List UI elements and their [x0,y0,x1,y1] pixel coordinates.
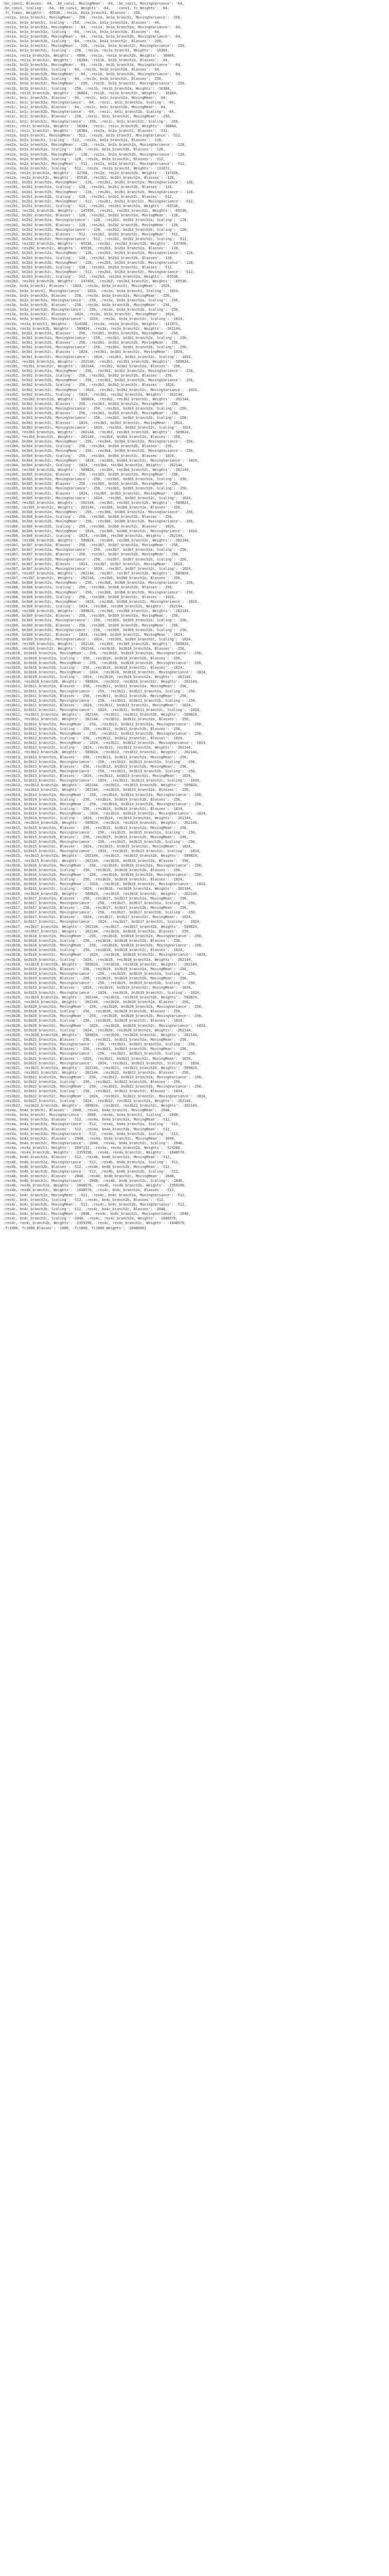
log-line: :res1b, bn1b_branch2a, Scaling': -64, :res1b, bn1b_branch2b, Blasses': -64, [3,67,161,72]
log-line: :res4c, bn4c_branch2b, Scaling': -512, :res4c, bn4c_branch2c, Blasses': -2048, [3,1207,168,1211]
log-line: :res3b6, bn3b6_branch2a, Scaling': -256, :res3b6, bn3b6_branch2b, Blasses': -256, [3,515,174,519]
log-line: :res3b15, res3b15_branch2c, Weights': -262144, :res3b16, bn3b16_branch2a, Blasses': -256, [3,858,191,863]
log-line: :res2b1, bn2b1_branch2b, Scaling': -128, :res2b1, bn2b1_branch2c, Blasses': -512, [3,194,174,199]
log-line: :res3b21, res3b21_branch2a, Weights': -262144, :res3b21, res3b21_branch2b, Weights': -589824, [3,1065,199,1070]
log-line: :res3b10, bn3b10_branch2c, MovingMean': -1024, :res3b10, bn3b10_branch2c, MovingVariance': -1024, [3,670,207,674]
log-line: :res3b8, bn3b8_branch2b, Scaling': -256, :res3b8, bn3b8_branch2c, Blasses': -1024, [3,595,176,599]
log-line: :res3b11, bn3b11_branch2b, Blasses': -256, :res3b11, bn3b11_branch2b, MovingMean': -256, [3,693,189,698]
log-line: :res3b4, bn3b4_branch2b, MovingMean': -256, :res3b4, bn3b4_branch2b, MovingVariance': -256, [3,449,195,453]
log-line: :res1a, res1a_branch2a, Weights': -4096, :res1a, res1a_branch2b, Weights': -36864, [3,53,176,58]
log-line: :res3b19, bn3b19_branch2b, MovingVariance': -256, :res3b19, bn3b19_branch2b, Scaling': -256, [3,981,197,986]
log-line: :res3b19, res3b19_branch2a, Weights': -262144, :res3b19, res3b19_branch2b, Weights': -589824, [3,995,199,999]
log-line: :res3b7, bn3b7_branch2b, Blasses': -256, :res3b7, bn3b7_branch2b, MovingMean': -256, [3,552,180,557]
log-line: :res3b7, bn3b7_branch2a, MovingVariance': -256, :res3b7, bn3b7_branch2a, Scaling': -256, [3,548,189,552]
log-line: :res4c, bn4c_branch2b, MovingMean': -512, :res4c, bn4c_branch2b, MovingVariance': -512, [3,1202,187,1207]
log-line: :res3a, res3a_branch2b, Weights': -589824, :res3a, res3a_branch2c, Weights': -262144, [3,326,182,331]
log-line: :res3b19, bn3b19_branch2a, Blasses': -256, :res3b19, bn3b19_branch2a, MovingMean': -256, [3,967,189,971]
log-line: :res3b13, bn3b13_branch2b, Blasses': -256, :res3b13, bn3b13_branch2b, MovingMean': -256, [3,764,189,769]
log-line: :res3b17, bn3b17_branch2b, Blasses': -256, :res3b17, bn3b17_branch2b, MovingMean': -256, [3,906,189,910]
log-line: :res2a, res2a_branch2a, Weights': -32768, :res2a, res2a_branch2b, Weights': -147456, [3,171,180,176]
log-line: :res3b12, bn3b12_branch2b, Scaling': -256, :res3b12, bn3b12_branch2c, Blasses': -1024, [3,736,184,740]
log-line: :res3b14, bn3b14_branch2b, Scaling': -256, :res3b14, bn3b14_branch2c, Blasses': -1024, [3,807,184,811]
log-line: :res3b16, bn3b16_branch2a, MovingMean': -256, :res3b16, bn3b16_branch2a, MovingVariance': -256, [3,863,203,868]
log-line: :res1c, res1c_branch2c, Weights': -16384, :res2a, bn2a_branch1, Blasses': -512, [3,128,170,133]
log-line: :res3b3, bn3b3_branch2a, MovingVariance': -256, :res3b3, bn3b3_branch2a, Scaling': -256, [3,406,189,411]
log-line: :res3b12, bn3b12_branch2b, MovingMean': -256, :res3b12, bn3b12_branch2b, MovingVariance': -256, [3,731,203,736]
log-line: :res2a, bn2a_branch1, Scaling': -512, :res2a, bn2a_branch2a, Blasses': -128, [3,138,163,143]
log-line: :res3b5, bn3b5_branch2a, Blasses': -256, :res3b5, bn3b5_branch2a, MovingMean': -256, [3,472,180,477]
log-line: :res1a, bn1a_branch1, MovingMean': -256, :res1a, bn1a_branch1, MovingVariance': -256, [3,15,182,20]
log-line: :res3b11, bn3b11_branch2c, Blasses': -1024, :res3b11, bn3b11_branch2c, MovingMean': -1024, [3,703,193,707]
log-line: :res3a, res3a_branch1, Weights': -524288, :res3a, res3a_branch2a, Weights': -131072, [3,321,180,326]
log-line: :res4a, bn4a_branch2b, Blasses': -512, :res4a, bn4a_branch2b, MovingMean': -512, [3,1127,172,1131]
log-line: :res3b9, bn3b9_branch2c, Blasses': -1024, :res3b9, bn3b9_branch2c, MovingMean': -1024, [3,632,184,637]
log-line: :res3b6, bn3b6_branch2c, Scaling': -1024, :res3b6, res3b6_branch2a, Weights': -262144, [3,533,184,538]
log-line: :res3b3, bn3b3_branch2c, Blasses': -1024, :res3b3, bn3b3_branch2c, MovingMean': -1024, [3,420,184,425]
log-line: :res3b14, bn3b14_branch2c, Scaling': -1024, :res3b14, res3b14_branch2a, Weights': -262144, [3,816,193,821]
log-line: :res3b18, bn3b18_branch2a, MovingMean': -256, :res3b18, bn3b18_branch2a, MovingVariance': -256, [3,934,203,938]
log-line: :res2b1, bn2b1_branch2c, Scaling': -512, :res2b1, res2b1_branch2a, Weights': -65536, [3,204,180,209]
log-line: :res4c, bn4c_branch2c, Scaling': -2048, :res4c, res4c_branch2a, Weights': -1048576, [3,1216,178,1221]
log-line: :res3b13, bn3b13_branch2c, MovingVariance': -1024, :res3b13, bn3b13_branch2c, Scaling': -1024, [3,778,201,783]
log-line: :res1b, bn1b_branch2b, Scaling': -64, :res1b, bn1b_branch2c, Blasses': -256, [3,77,163,81]
log-line: :res2b3, res2b3_branch2b, Weights': -147456, :res2b3, res2b3_branch2c, Weights': -65536, [3,279,189,284]
log-line: :res3b17, res3b17_branch2a, Weights': -262144, :res3b17, res3b17_branch2b, Weights': -589824, [3,924,199,929]
log-line: :res3a, bn3a_branch2c, Blasses': -1024, :res3a, bn3a_branch2c, MovingMean': -1024, [3,312,176,317]
log-line: :res3b17, bn3b17_branch2c, MovingVariance': -1024, :res3b17, bn3b17_branch2c, Scaling': -1024, [3,920,201,924]
log-line: :res2b2, bn2b2_branch2c, Blasses': -512, :res2b2, bn2b2_branch2c, MovingMean': -512, [3,232,180,236]
log-line: :res3b9, res3b9_branch2a, Weights': -262144, :res3b9, res3b9_branch2b, Weights': -589824, [3,642,191,647]
log-line: :res3b13, bn3b13_branch2b, MovingVariance': -256, :res3b13, bn3b13_branch2b, Scaling': -256, [3,769,197,773]
log-line: :res3b21, bn3b21_branch2a, Blasses': -256, :res3b21, bn3b21_branch2a, MovingMean': -256, [3,1037,189,1042]
log-line: :res3b10, bn3b10_branch2b, MovingMean': -256, :res3b10, bn3b10_branch2b, MovingVariance': -256, [3,660,203,665]
log-line: :res3b16, bn3b16_branch2b, Scaling': -256, :res3b16, bn3b16_branch2c, Blasses': -1024, [3,877,184,882]
log-line: :res3b1, bn3b1_branch2b, MovingVariance': -256, :res3b1, bn3b1_branch2b, Scaling': -256, [3,345,189,350]
log-line: :res3b11, bn3b11_branch2a, MovingVariance': -256, :res3b11, bn3b11_branch2a, Scaling': -256, [3,689,197,693]
log-line: :res3b21, bn3b21_branch2b, Blasses': -256, :res3b21, bn3b21_branch2b, MovingMean': -256, [3,1047,189,1052]
log-line: :res3b22, bn3b22_branch2a, Scaling': -256, :res3b22, bn3b22_branch2b, Blasses': -256, [3,1080,182,1084]
log-line: :res1c, res1c_branch2a, Weights': -16384, :res1c, res1c_branch2b, Weights': -36864, [3,124,178,128]
log-line: :res1b, bn1b_branch2c, Scaling': -256, :res1b, res1b_branch2a, Weights': -16384, [3,86,172,91]
log-line: :res4b, bn4b_branch2a, Blasses': -512, :res4b, bn4b_branch2a, MovingMean': -512, [3,1155,172,1160]
log-line: :res3b4, bn3b4_branch2a, MovingMean': -256, :res3b4, bn3b4_branch2a, MovingVariance': -256, [3,439,195,444]
log-line: :res2a, bn2a_branch2c, MovingMean': -512, :res2a, bn2a_branch2c, MovingVariance': -512, [3,161,187,166]
log-line: :res3b20, bn3b20_branch2a, MovingMean': -256, :res3b20, bn3b20_branch2a, MovingVariance': -256, [3,1004,203,1009]
log-line: :res3b5, bn3b5_branch2c, MovingVariance': -1024, :res3b5, bn3b5_branch2c, Scaling': -1024, [3,496,193,500]
log-line: :res3b7, res3b7_branch2c, Weights': -262144, :res3b8, bn3b8_branch2a, Blasses': -256, [3,576,182,581]
log-line: :res2b3, bn2b3_branch2c, Scaling': -512, :res2b3, res2b3_branch2a, Weights': -65536, [3,275,180,279]
log-line: :res1c, bn1c_branch2c, MovingVariance': -256, :res1c, bn1c_branch2c, Scaling': -256, [3,119,180,124]
log-line: :res2b3, bn2b3_branch2b, Scaling': -128, :res2b3, bn2b3_branch2c, Blasses': -512, [3,265,174,269]
log-line: :res2b3, bn2b3_branch2a, MovingMean': -128, :res2b3, bn2b3_branch2a, MovingVariance': -128, [3,251,195,256]
log-line: :res3b11, res3b11_branch2a, Weights': -262144, :res3b11, res3b11_branch2b, Weights': -589824, [3,713,199,717]
log-line: :res3b14, bn3b14_branch2c, MovingMean': -1024, :res3b14, bn3b14_branch2c, MovingVariance': -1024, [3,811,207,816]
log-line: :res3b16, bn3b16_branch2a, Scaling': -256, :res3b16, bn3b16_branch2b, Blasses': -256, [3,868,182,872]
log-line: :res3b21, bn3b21_branch2c, Blasses': -1024, :res3b21, bn3b21_branch2c, MovingMean': -1024, [3,1056,193,1061]
log-line: :res1b, bn1b_branch2a, MovingMean': -64, :res1b, bn1b_branch2a, MovingVariance': -64, [3,62,182,67]
log-line: :res3b7, bn3b7_branch2c, Blasses': -1024, :res3b7, bn3b7_branch2c, MovingMean': -1024, [3,562,184,566]
log-line: :res3b9, bn3b9_branch2c, MovingVariance': -1024, :res3b9, bn3b9_branch2c, Scaling': -1024, [3,637,193,641]
log-line: :res3b12, res3b12_branch2b, Weights': -589824, :res3b12, res3b12_branch2c, Weights': -262144, [3,750,199,755]
log-line: :res3b18, bn3b18_branch2b, Scaling': -256, :res3b18, bn3b18_branch2c, Blasses': -1024, [3,948,184,953]
log-line: :res1c, bn1c_branch2a, Blasses': -64, :res1c, bn1c_branch2a, MovingMean': -64, [3,95,168,100]
log-line: :res3b17, bn3b17_branch2b, MovingVariance': -256, :res3b17, bn3b17_branch2b, Scaling': -256, [3,910,197,915]
log-line: :res2b3, bn2b3_branch2c, MovingMean': -512, :res2b3, bn2b3_branch2c, MovingVariance': -512, [3,270,195,275]
log-line: :res1b, bn1b_branch2c, MovingMean': -256, :res1b, bn1b_branch2c, MovingVariance': -256, [3,81,187,86]
log-line: :res1a, bn1a_branch2a, MovingMean': -64, :res1a, bn1a_branch2a, MovingVariance': -64, [3,25,182,29]
log-line: :res1c, bn1c_branch2c, Blasses': -256, :res1c, bn1c_branch2c, MovingMean': -256, [3,114,172,119]
log-line: :res1a, bn1a_branch2c, MovingMean': -256, :res1a, bn1a_branch2c, MovingVariance': -256, [3,44,187,48]
log-line: :res3b18, res3b18_branch2b, Weights': -589824, :res3b18, res3b18_branch2c, Weights': -262144, [3,962,199,967]
log-line: :res2b2, bn2b2_branch2a, Blasses': -128, :res2b2, bn2b2_branch2a, MovingMean': -128, [3,213,180,218]
log-line: :res3b15, res3b15_branch2a, Weights': -262144, :res3b15, res3b15_branch2b, Weights': -589824, [3,854,199,858]
log-line: :res4b, bn4b_branch2b, Blasses': -512, :res4b, bn4b_branch2b, MovingMean': -512, [3,1164,172,1169]
log-line: :res3b5, res3b5_branch2a, Weights': -262144, :res3b5, res3b5_branch2b, Weights': -589824, [3,500,191,505]
log-line: :res1c, bn1c_branch2b, Blasses': -64, :res1c, bn1c_branch2b, MovingMean': -64, [3,105,168,110]
log-line: :res2a, bn2a_branch2a, Scaling': -128, :res2a, bn2a_branch2b, Blasses': -128, [3,147,166,152]
log-line: :res3b4, bn3b4_branch2b, Scaling': -256, :res3b4, bn3b4_branch2c, Blasses': -1024, [3,453,176,458]
log-line: :res3b20, bn3b20_branch2b, Scaling': -256, :res3b20, bn3b20_branch2c, Blasses': -1024, [3,1019,184,1023]
log-line: :res3b11, bn3b11_branch2b, MovingVariance': -256, :res3b11, bn3b11_branch2b, Scaling': -256, [3,698,197,703]
log-line: :res1a, res1a_branch2c, Weights': -16384, :res1b, bn1b_branch2a, Blasses': -64, [3,58,170,62]
log-line: :res3b12, bn3b12_branch2a, MovingMean': -256, :res3b12, bn3b12_branch2a, MovingVariance': -256, [3,722,203,726]
log-line: :fc1000, fc1000_Blasses': -1000, :fc1000, fc1000_Weights': -2048000} [3,1226,147,1230]
log-line: :res3b5, res3b5_branch2c, Weights': -262144, :res3b6, bn3b6_branch2a, Blasses': -256, [3,505,182,510]
log-line: :res3b6, res3b6_branch2b, Weights': -589824, :res3b6, res3b6_branch2c, Weights': -262144, [3,538,191,543]
log-line: :res3b1, bn3b1_branch2a, MovingVariance': -256, :res3b1, bn3b1_branch2a, Scaling': -256, [3,335,189,340]
log-line: :res2b2, res2b2_branch2c, Weights': -65536, :res2b3, bn2b3_branch2a, Blasses': -128, [3,246,180,251]
log-line: :res3b11, bn3b11_branch2a, Blasses': -256, :res3b11, bn3b11_branch2a, MovingMean': -256, [3,684,189,689]
log-line: :res3b15, bn3b15_branch2c, MovingVariance': -1024, :res3b15, bn3b15_branch2c, Scaling': -1024, [3,849,201,854]
log-line: :res3b15, bn3b15_branch2b, MovingVariance': -256, :res3b15, bn3b15_branch2b, Scaling': -256, [3,840,197,844]
log-line: :res3b18, bn3b18_branch2b, MovingMean': -256, :res3b18, bn3b18_branch2b, MovingVariance': -256, [3,943,203,948]
log-line: :res3b10, bn3b10_branch2c, Scaling': -1024, :res3b10, res3b10_branch2a, Weights': -262144, [3,675,193,680]
log-line: :res3b1, res3b1_branch2a, Weights': -262144, :res3b1, res3b1_branch2b, Weights': -589824, [3,359,191,364]
log-line: :res3b4, bn3b4_branch2a, Scaling': -256, :res3b4, bn3b4_branch2b, Blasses': -256, [3,444,174,449]
log-line: :res4b, res4b_branch2a, Weights': -1048576, :res4b, res4b_branch2b, Weights': -2359296, [3,1183,187,1188]
log-line: :res3b2, bn3b2_branch2a, Scaling': -256, :res3b2, bn3b2_branch2b, Blasses': -256, [3,374,174,378]
log-line: :res3b5, bn3b5_branch2b, Blasses': -256, :res3b5, bn3b5_branch2b, MovingMean': -256, [3,482,180,486]
log-line: :res3b19, bn3b19_branch2a, MovingVariance': -256, :res3b19, bn3b19_branch2a, Scaling': -256, [3,971,197,976]
log-line: :res2a, bn2a_branch2b, MovingMean': -128, :res2a, bn2a_branch2b, MovingVariance': -128, [3,152,187,157]
log-line: :res3b7, bn3b7_branch2c, MovingVariance': -1024, :res3b7, bn3b7_branch2c, Scaling': -1024, [3,566,193,571]
log-line: :res3b15, bn3b15_branch2c, Blasses': -1024, :res3b15, bn3b15_branch2c, MovingMean': -1024, [3,844,193,849]
log-line: :res3a, bn3a_branch1, MovingVariance': -1024, :res3a, bn3a_branch1, Scaling': -1024, [3,289,180,293]
log-line: :res3b20, bn3b20_branch2c, Scaling': -1024, :res3b20, res3b20_branch2a, Weights': -262144, [3,1028,193,1032]
log-line: :res2b1, bn2b1_branch2a, Scaling': -128, :res2b1, bn2b1_branch2b, Blasses': -128, [3,185,174,190]
log-line: :res1a, bn1a_branch2a, Scaling': -64, :res1a, bn1a_branch2b, Blasses': -64, [3,29,161,34]
log-line: :res2a, bn2a_branch1, MovingMean': -512, :res2a, bn2a_branch1, MovingVariance': -512, [3,133,182,138]
log-line: :res2b3, bn2b3_branch2a, Scaling': -128, :res2b3, bn2b3_branch2b, Blasses': -128, [3,256,174,260]
log-line: :res3b16, bn3b16_branch2b, MovingMean': -256, :res3b16, bn3b16_branch2b, MovingVariance': -256, [3,873,203,877]
log-line: :res3b14, bn3b14_branch2b, MovingMean': -256, :res3b14, bn3b14_branch2b, MovingVariance': -256, [3,802,203,806]
log-line: :res3b19, bn3b19_branch2b, Blasses': -256, :res3b19, bn3b19_branch2b, MovingMean': -256, [3,976,189,981]
log-line: :res3b21, res3b21_branch2c, Weights': -262144, :res3b22, bn3b22_branch2a, Blasses': -256, [3,1070,191,1075]
log-line: :res3b11, res3b11_branch2c, Weights': -262144, :res3b12, bn3b12_branch2a, Blasses': -256, [3,717,191,722]
log-line: :res2b2, bn2b2_branch2c, MovingVariance': -512, :res2b2, bn2b2_branch2c, Scaling': -512, [3,237,189,242]
log-line: :res3b20, bn3b20_branch2b, MovingMean': -256, :res3b20, bn3b20_branch2b, MovingVariance': -256, [3,1014,203,1019]
log-line: :res4a, bn4a_branch2b, MovingVariance': -512, :res4a, bn4a_branch2b, Scaling': -512, [3,1131,180,1136]
log-line: :res3b9, bn3b9_branch2a, MovingVariance': -256, :res3b9, bn3b9_branch2a, Scaling': -256, [3,618,189,623]
log-line: :res3b16, bn3b16_branch2c, MovingMean': -1024, :res3b16, bn3b16_branch2c, MovingVariance': -1024, [3,882,207,887]
log-line: :res3a, bn3a_branch2b, MovingVariance': -256, :res3a, bn3a_branch2b, Scaling': -256, [3,308,180,312]
log-line: :res3b1, bn3b1_branch2b, Blasses': -256, :res3b1, bn3b1_branch2b, MovingMean': -256, [3,341,180,345]
log-line: :res3b2, bn3b2_branch2b, MovingMean': -256, :res3b2, bn3b2_branch2b, MovingVariance': -256, [3,378,195,383]
log-line: :res3b3, res3b3_branch2a, Weights': -262144, :res3b3, res3b3_branch2b, Weights': -589824, [3,430,191,434]
log-line: :res2b2, bn2b2_branch2b, Blasses': -128, :res2b2, bn2b2_branch2b, MovingMean': -128, [3,223,180,227]
log-line: :res4a, bn4a_branch2c, Blasses': -2048, :res4a, bn4a_branch2c, MovingMean': -2048, [3,1136,176,1141]
log-line: :res3b8, bn3b8_branch2c, MovingMean': -1024, :res3b8, bn3b8_branch2c, MovingVariance': -1024, [3,599,199,604]
log-line: :res3b3, bn3b3_branch2b, MovingVariance': -256, :res3b3, bn3b3_branch2b, Scaling': -256, [3,416,189,420]
log-line: :res3b2, bn3b2_branch2b, Scaling': -256, :res3b2, bn3b2_branch2c, Blasses': -1024, [3,383,176,387]
log-line: :res2b2, bn2b2_branch2b, MovingVariance': -128, :res2b2, bn2b2_branch2b, Scaling': -128, [3,227,189,232]
log-line: :res3b6, bn3b6_branch2c, MovingMean': -1024, :res3b6, bn3b6_branch2c, MovingVariance': -1024, [3,529,199,533]
log-line: :res3b19, bn3b19_branch2c, MovingVariance': -1024, :res3b19, bn3b19_branch2c, Scaling': -1024, [3,990,201,995]
log-line: :res4b, res4b_branch2c, Weights': -1048576, :res4c, bn4c_branch2a, Blasses': -512, [3,1188,176,1193]
log-line: :res3b21, bn3b21_branch2b, MovingVariance': -256, :res3b21, bn3b21_branch2b, Scaling': -256, [3,1052,197,1056]
log-line: :res3b2, bn3b2_branch2c, MovingMean': -1024, :res3b2, bn3b2_branch2c, MovingVariance': -1024, [3,387,199,392]
log-line: :res2b1, bn2b1_branch2a, MovingMean': -128, :res2b1, bn2b1_branch2a, MovingVariance': -128, [3,180,195,185]
log-line: :res4a, res4a_branch2b, Weights': -2359296, :res4a, res4a_branch2c, Weights': -1048576, [3,1150,187,1155]
log-line: :res3b12, bn3b12_branch2c, Scaling': -1024, :res3b12, res3b12_branch2a, Weights': -262144, [3,745,193,750]
log-line: :res2a, bn2a_branch2a, MovingMean': -128, :res2a, bn2a_branch2a, MovingVariance': -128, [3,143,187,147]
log-line: :res3b15, bn3b15_branch2a, Blasses': -256, :res3b15, bn3b15_branch2a, MovingMean': -256, [3,825,189,830]
log-line: :res4b, bn4b_branch2c, MovingVariance': -2048, :res4b, bn4b_branch2c, Scaling': -2048, [3,1179,184,1183]
log-line: :res3b15, bn3b15_branch2a, MovingVariance': -256, :res3b15, bn3b15_branch2a, Scaling': -256, [3,830,197,835]
log-line: :res4b, bn4b_branch2b, MovingVariance': -512, :res4b, bn4b_branch2b, Scaling': -512, [3,1169,180,1174]
log-line: :res3b20, bn3b20_branch2a, Scaling': -256, :res3b20, bn3b20_branch2b, Blasses': -256, [3,1009,182,1014]
log-line: :res3b6, bn3b6_branch2b, Scaling': -256, :res3b6, bn3b6_branch2c, Blasses': -1024, [3,524,176,529]
log-line: :res4c, bn4c_branch2c, MovingMean': -2048, :res4c, bn4c_branch2c, MovingVariance': -2048, [3,1212,191,1216]
log-line: :res3b13, res3b13_branch2c, Weights': -262144, :res3b14, bn3b14_branch2a, Blasses': -256, [3,788,191,792]
log-line: :res3b12, bn3b12_branch2c, MovingMean': -1024, :res3b12, bn3b12_branch2c, MovingVariance': -1024, [3,741,207,745]
log-line: :res3b1, res3b1_branch2c, Weights': -262144, :res3b2, bn3b2_branch2a, Blasses': -256, [3,364,182,368]
log-line: :res4c, res4c_branch2b, Weights': -2359296, :res4c, res4c_branch2c, Weights': -1048576, [3,1221,187,1226]
log-line: :res3b9, res3b9_branch2c, Weights': -262144, :res3b10, bn3b10_branch2a, Blasses': -256, [3,647,187,651]
log-line: :res4a, bn4a_branch2a, MovingVariance': -512, :res4a, bn4a_branch2a, Scaling': -512, [3,1122,180,1127]
log-line: :res3b7, bn3b7_branch2b, MovingVariance': -256, :res3b7, bn3b7_branch2b, Scaling': -256, [3,557,189,562]
log-line: :res1c, bn1c_branch2b, MovingVariance': -64, :res1c, bn1c_branch2b, Scaling': -64, [3,110,176,114]
log-line: :res3a, bn3a_branch2c, MovingVariance': -1024, :res3a, bn3a_branch2c, Scaling': -1024, [3,317,184,321]
log-line: :res3b1, bn3b1_branch2a, Blasses': -256, :res3b1, bn3b1_branch2a, MovingMean': -256, [3,331,180,335]
log-line: :res3b16, res3b16_branch2b, Weights': -589824, :res3b16, res3b16_branch2c, Weights': -262144, [3,891,199,896]
log-line: :res3b18, bn3b18_branch2c, MovingMean': -1024, :res3b18, bn3b18_branch2c, MovingVariance': -1024, [3,953,207,957]
log-line: :res4c, bn4c_branch2a, Scaling': -512, :res4c, bn4c_branch2b, Blasses': -512, [3,1197,166,1202]
log-line: :res1a, bn1a_branch2c, Scaling': -256, :res1a, res1a_branch1, Weights': -16384, [3,48,170,53]
log-line: :res3b6, bn3b6_branch2b, MovingMean': -256, :res3b6, bn3b6_branch2b, MovingVariance': -256, [3,519,195,524]
log-line: :res3b13, bn3b13_branch2a, MovingVariance': -256, :res3b13, bn3b13_branch2a, Scaling': -256, [3,759,197,764]
log-line: :res3b12, bn3b12_branch2a, Scaling': -256, :res3b12, bn3b12_branch2b, Blasses': -256, [3,726,182,731]
log-line: :res3b8, bn3b8_branch2a, Scaling': -256, :res3b8, bn3b8_branch2b, Blasses': -256, [3,585,174,590]
log-line: (bn_conv1, Blasses: -64, :bn_conv1, MovingMean': -64, :bn_conv1, MovingVariance': -64, [3,2,184,6]
log-line: :res3b9, bn3b9_branch2b, MovingVariance': -256, :res3b9, bn3b9_branch2b, Scaling': -256, [3,628,189,632]
log-line: :res3b20, res3b20_branch2b, Weights': -589824, :res3b20, res3b20_branch2c, Weights': -262144, [3,1032,199,1037]
log-line: :res3b5, bn3b5_branch2c, Blasses': -1024, :res3b5, bn3b5_branch2c, MovingMean': -1024, [3,491,184,496]
log-line: :res3b5, bn3b5_branch2b, MovingVariance': -256, :res3b5, bn3b5_branch2b, Scaling': -256, [3,486,189,491]
log-line: :res3b22, bn3b22_branch2b, Scaling': -256, :res3b22, bn3b22_branch2c, Blasses': -1024, [3,1089,184,1094]
log-line: :res3b7, bn3b7_branch2a, Blasses': -256, :res3b7, bn3b7_branch2a, MovingMean': -256, [3,543,180,548]
log-line: :res2a, bn2a_branch2b, Scaling': -128, :res2a, bn2a_branch2c, Blasses': -512, [3,157,166,161]
log-line: :res3b8, bn3b8_branch2a, MovingMean': -256, :res3b8, bn3b8_branch2a, MovingVariance': -256, [3,581,195,585]
log-line: :res3b2, bn3b2_branch2a, MovingMean': -256, :res3b2, bn3b2_branch2a, MovingVariance': -256, [3,368,195,373]
log-line: :res3b2, res3b2_branch2b, Weights': -589824, :res3b2, res3b2_branch2c, Weights': -262144, [3,397,191,401]
log-line: :res1c, bn1c_branch2a, MovingVariance': -64, :res1c, bn1c_branch2a, Scaling': -64, [3,100,176,105]
log-line: :res3a, bn3a_branch2b, Blasses': -256, :res3a, bn3a_branch2b, MovingMean': -256, [3,303,172,307]
log-line: :res1b, bn1b_branch2b, MovingMean': -64, :res1b, bn1b_branch2b, MovingVariance': -64, [3,72,182,77]
log-line: :res3b8, bn3b8_branch2b, MovingMean': -256, :res3b8, bn3b8_branch2b, MovingVariance': -256, [3,590,195,595]
log-line: :res3b20, bn3b20_branch2c, MovingMean': -1024, :res3b20, bn3b20_branch2c, MovingVariance': -1024, [3,1023,207,1028]
log-line: :bn_conv1, Scaling': -64, :bn_conv1, Weights': -64, :conv1, fc_Weights': -64, [3,6,170,11]
log-line: :res3b14, bn3b14_branch2a, MovingMean': -256, :res3b14, bn3b14_branch2a, MovingVariance': -256, [3,792,203,797]
log-line: :res3b8, bn3b8_branch2c, Scaling': -1024, :res3b8, res3b8_branch2a, Weights': -262144, [3,604,184,608]
log-line: :res2b2, bn2b2_branch2a, MovingVariance': -128, :res2b2, bn2b2_branch2a, Scaling': -128, [3,218,189,223]
log-line: :res3b22, bn3b22_branch2c, Scaling': -1024, :res3b22, res3b22_branch2a, Weights': -262144, [3,1098,193,1103]
log-line: :res3b4, bn3b4_branch2c, Scaling': -1024, :res3b4, res3b4_branch2a, Weights': -262144, [3,463,184,467]
log-line: :res3b22, bn3b22_branch2a, MovingMean': -256, :res3b22, bn3b22_branch2a, MovingVariance': -256, [3,1075,203,1080]
log-line: :res3b10, bn3b10_branch2b, Scaling': -256, :res3b10, bn3b10_branch2c, Blasses': -1024, [3,665,184,670]
log-line: :res3b13, res3b13_branch2a, Weights': -262144, :res3b13, res3b13_branch2b, Weights': -589824, [3,783,199,788]
log-line: :res3b13, bn3b13_branch2a, Blasses': -256, :res3b13, bn3b13_branch2a, MovingMean': -256, [3,755,189,759]
log-line: :res4a, bn4a_branch2a, Blasses': -512, :res4a, bn4a_branch2a, MovingMean': -512, [3,1117,172,1122]
log-line: :res3b4, res3b4_branch2b, Weights': -589824, :res3b4, res3b4_branch2c, Weights': -262144, [3,467,191,472]
log-line: :res3b10, res3b10_branch2b, Weights': -589824, :res3b10, res3b10_branch2c, Weights': -262144, [3,680,199,684]
log-line: :res2b2, res2b2_branch2a, Weights': -65536, :res2b2, res2b2_branch2b, Weights': -147456, [3,242,189,246]
log-line: :res3a, bn3a_branch2a, Blasses': -256, :res3a, bn3a_branch2a, MovingMean': -256, [3,293,172,298]
log-line: :res4c, bn4c_branch2a, MovingMean': -512, :res4c, bn4c_branch2a, MovingVariance': -512, [3,1193,187,1197]
log-line: :res3b10, bn3b10_branch2a, Scaling': -256, :res3b10, bn3b10_branch2b, Blasses': -256, [3,656,182,660]
log-line: :res4a, bn4a_branch1, MovingVariance': -2048, :res4a, bn4a_branch1, Scaling': -2048, [3,1113,180,1117]
log-line: :res1a, bn1a_branch2b, MovingMean': -64, :res1a, bn1a_branch2b, MovingVariance': -64, [3,34,182,39]
log-line: :res4b, bn4b_branch2a, MovingVariance': -512, :res4b, bn4b_branch2a, Scaling': -512, [3,1160,180,1164]
log-line: :res2b1, res2b1_branch2b, Weights': -147456, :res2b1, res2b1_branch2c, Weights': -65536, [3,209,189,213]
log-line: :res3b18, bn3b18_branch2c, Scaling': -1024, :res3b18, res3b18_branch2a, Weights': -262144, [3,957,193,962]
log-line: :res2a, bn2a_branch2c, Scaling': -512, :res2a, res2a_branch1, Weights': -131072, [3,166,172,171]
log-line: :res3b18, bn3b18_branch2a, Scaling': -256, :res3b18, bn3b18_branch2b, Blasses': -256, [3,938,182,943]
log-line: :res3b3, bn3b3_branch2a, Blasses': -256, :res3b3, bn3b3_branch2a, MovingMean': -256, [3,401,180,406]
log-line: :res3b10, bn3b10_branch2a, MovingMean': -256, :res3b10, bn3b10_branch2a, MovingVariance': -256, [3,651,203,656]
log-line: :res3b21, bn3b21_branch2c, MovingVariance': -1024, :res3b21, bn3b21_branch2c, Scaling': -1024, [3,1061,201,1065]
log-line: :res3b14, res3b14_branch2b, Weights': -589824, :res3b14, res3b14_branch2c, Weights': -262144, [3,821,199,825]
log-line: :fc_fcmax, Weights': -60536, :res1a, bn1a_branch1, Blasses': -256, [3,11,143,15]
log-line: :res3b22, bn3b22_branch2c, MovingMean': -1024, :res3b22, bn3b22_branch2c, MovingVariance': -1024, [3,1094,207,1098]
log-line: :res4a, bn4a_branch2c, MovingVariance': -2048, :res4a, bn4a_branch2c, Scaling': -2048, [3,1141,184,1146]
log-line: :res1a, bn1a_branch2b, Scaling': -64, :res1a, bn1a_branch2c, Blasses': -256, [3,39,163,44]
log-line: :res3b15, bn3b15_branch2b, Blasses': -256, :res3b15, bn3b15_branch2b, MovingMean': -256, [3,835,189,839]
log-line: :res3b19, bn3b19_branch2c, Blasses': -1024, :res3b19, bn3b19_branch2c, MovingMean': -1024, [3,986,193,990]
log-line: :res3b9, bn3b9_branch2a, Blasses': -256, :res3b9, bn3b9_branch2a, MovingMean': -256, [3,614,180,618]
log-line: :res3b2, bn3b2_branch2c, Scaling': -1024, :res3b2, res3b2_branch2a, Weights': -262144, [3,392,184,397]
log-line: :res3b11, bn3b11_branch2c, MovingVariance': -1024, :res3b11, bn3b11_branch2c, Scaling': -1024, [3,708,201,713]
log-line: :res3b21, bn3b21_branch2a, MovingVariance': -256, :res3b21, bn3b21_branch2a, Scaling': -256, [3,1042,197,1047]
log-line: :res3b3, res3b3_branch2c, Weights': -262144, :res3b4, bn3b4_branch2a, Blasses': -256, [3,434,182,439]
log-line: :res2a, res2a_branch2c, Weights': -65536, :res2b1, bn2b1_branch2a, Blasses': -128, [3,176,176,180]
log-line: :res3b17, bn3b17_branch2a, MovingVariance': -256, :res3b17, bn3b17_branch2a, Scaling': -256, [3,901,197,905]
log-output [3,2,386,1231]
log-line: :res3b3, bn3b3_branch2b, Blasses': -256, :res3b3, bn3b3_branch2b, MovingMean': -256, [3,411,180,416]
log-line: :res3b4, bn3b4_branch2c, MovingMean': -1024, :res3b4, bn3b4_branch2c, MovingVariance': -1024, [3,458,199,463]
log-line: :res3b17, bn3b17_branch2c, Blasses': -1024, :res3b17, bn3b17_branch2c, MovingMean': -1024, [3,915,193,920]
log-line: :res2b3, bn2b3_branch2b, MovingMean': -128, :res2b3, bn2b3_branch2b, MovingVariance': -128, [3,260,195,265]
log-line: :res1a, bn1a_branch1, Scaling': -256, :res1a, bn1a_branch2a, Blasses': -64, [3,20,161,25]
log-line: :res4b, bn4b_branch2c, Blasses': -2048, :res4b, bn4b_branch2c, MovingMean': -2048, [3,1174,176,1179]
log-line: :res3b3, bn3b3_branch2c, MovingVariance': -1024, :res3b3, bn3b3_branch2c, Scaling': -1024, [3,425,193,430]
log-line: :res3b9, bn3b9_branch2b, Blasses': -256, :res3b9, bn3b9_branch2b, MovingMean': -256, [3,623,180,628]
log-line: :res3b6, bn3b6_branch2a, MovingMean': -256, :res3b6, bn3b6_branch2a, MovingVariance': -256, [3,510,195,515]
log-line: :res3b22, bn3b22_branch2b, MovingMean': -256, :res3b22, bn3b22_branch2b, MovingVariance': -256, [3,1084,203,1089]
log-line: :res3b22, res3b22_branch2b, Weights': -589824, :res3b22, res3b22_branch2c, Weights': -262144, [3,1103,199,1108]
log-line: :res3b13, bn3b13_branch2c, Blasses': -1024, :res3b13, bn3b13_branch2c, MovingMean': -1024, [3,774,193,778]
log-line: :res3a, bn3a_branch2a, MovingVariance': -256, :res3a, bn3a_branch2a, Scaling': -256, [3,298,180,302]
log-line: :res3b14, bn3b14_branch2a, Scaling': -256, :res3b14, bn3b14_branch2b, Blasses': -256, [3,797,182,802]
log-line: :res3b19, res3b19_branch2c, Weights': -262144, :res3b20, bn3b20_branch2a, Blasses': -256, [3,999,191,1004]
log-line: :res3b8, res3b8_branch2b, Weights': -589824, :res3b8, res3b8_branch2c, Weights': -262144, [3,609,191,614]
log-line: :res3b16, bn3b16_branch2c, Scaling': -1024, :res3b16, res3b16_branch2a, Weights': -262144, [3,887,193,891]
log-line: :res3b17, res3b17_branch2c, Weights': -262144, :res3b18, bn3b18_branch2a, Blasses': -256, [3,929,191,934]
log-line: :res1b, res1b_branch2b, Weights': -36864, :res1b, res1b_branch2c, Weights': -16384, [3,91,178,95]
log-line: :res4a, bn4a_branch1, Blasses': -2048, :res4a, bn4a_branch1, MovingMean': -2048, [3,1108,172,1113]
log-line: :res3a, bn3a_branch1, Blasses': -1024, :res3a, bn3a_branch1, MovingMean': -1024, [3,284,172,289]
log-line: :res3b7, res3b7_branch2a, Weights': -262144, :res3b7, res3b7_branch2b, Weights': -589824, [3,571,191,576]
log-line: :res2b1, bn2b1_branch2c, MovingMean': -512, :res2b1, bn2b1_branch2c, MovingVariance': -512, [3,199,195,204]
log-line: :res2b1, bn2b1_branch2b, MovingMean': -128, :res2b1, bn2b1_branch2b, MovingVariance': -128, [3,190,195,194]
log-line: :res3b1, bn3b1_branch2c, Blasses': -1024, :res3b1, bn3b1_branch2c, MovingMean': -1024, [3,350,184,354]
log-line: :res3b17, bn3b17_branch2a, Blasses': -256, :res3b17, bn3b17_branch2a, MovingMean': -256, [3,896,189,901]
log-line: :res4a, res4a_branch1, Weights': -2097152, :res4a, res4a_branch2a, Weights': -524288, [3,1146,182,1150]
log-line: :res3b5, bn3b5_branch2a, MovingVariance': -256, :res3b5, bn3b5_branch2a, Scaling': -256, [3,477,189,482]
log-line: :res3b1, bn3b1_branch2c, MovingVariance': -1024, :res3b1, bn3b1_branch2c, Scaling': -1024, [3,354,193,359]
